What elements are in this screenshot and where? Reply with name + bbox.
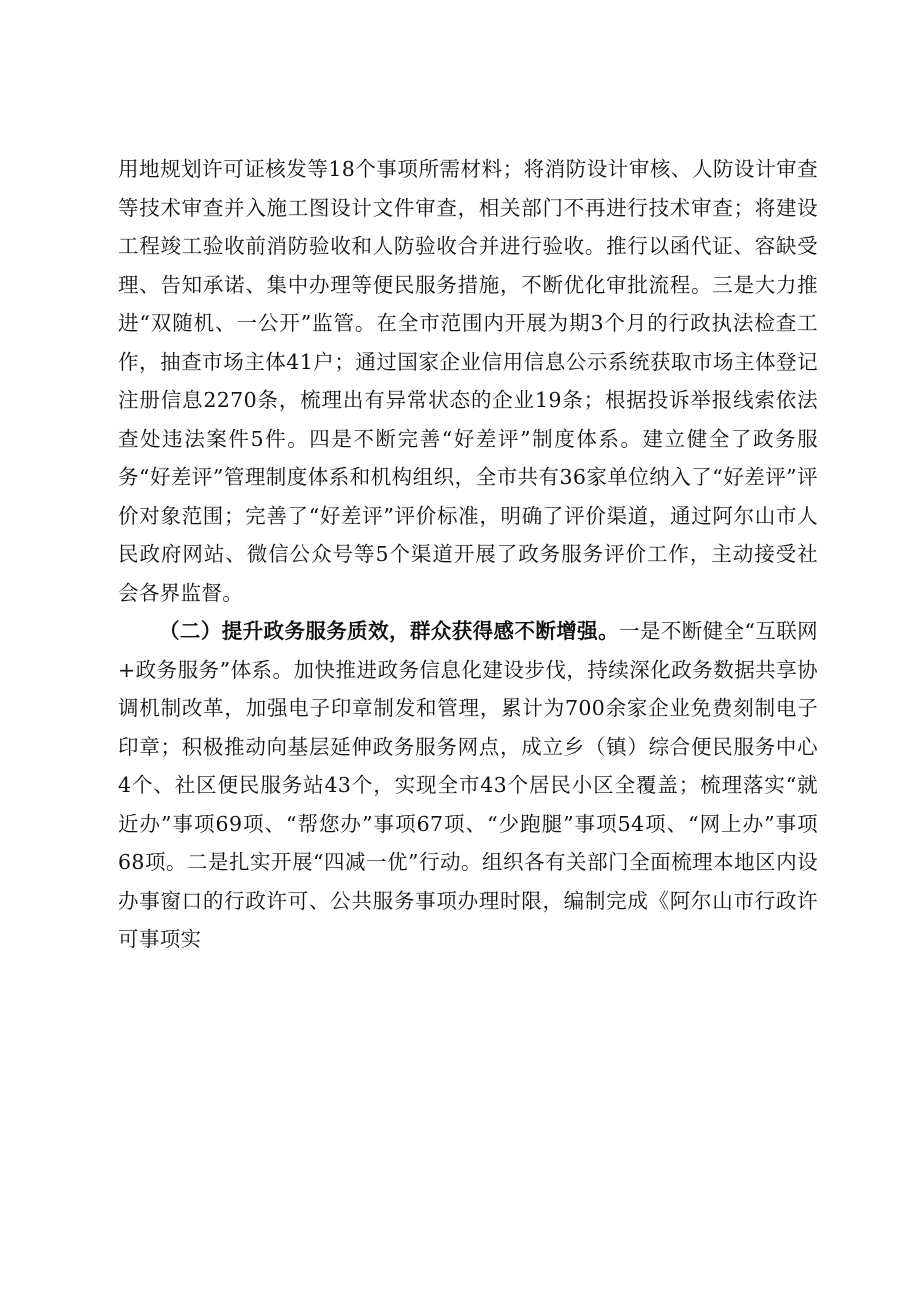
document-body bbox=[118, 150, 818, 959]
paragraph-text: 用地规划许可证核发等18个事项所需材料；将消防设计审核、人防设计审查等技术审查并入施工图设计文件审查，相关部门不再进行技术审查；将建设工程竣工验收前消防验收和人防验收合并进行验收。推行以函代证、容缺受理、告知承诺、集中办理等便民服务措施，不断优化审批流程。三是大力推进“双随机、一公开”监管。在全市范围内开展为期3个月的行政执法检查工作，抽查市场主体41户；通过国家企业信用信息公示系统获取市场主体登记注册信息2270条，梳理出有异常状态的企业19条；根据投诉举报线索依法查处违法案件5件。四是不断完善“好差评”制度体系。建立健全了政务服务“好差评”管理制度体系和机构组织，全市共有36家单位纳入了“好差评”评价对象范围；完善了“好差评”评价标准，明确了评价渠道，通过阿尔山市人民政府网站、微信公众号等5个渠道开展了政务服务评价工作，主动接受社会各界监督。 bbox=[118, 157, 818, 605]
paragraph-continuation bbox=[118, 150, 818, 612]
paragraph-text: 一是不断健全“互联网+政务服务”体系。加快推进政务信息化建设步伐，持续深化政务数据共享协调机制改革，加强电子印章制发和管理，累计为700余家企业免费刻制电子印章；积极推动向基层延伸政务服务网点，成立乡（镇）综合便民服务中心4个、社区便民服务站43个，实现全市43个居民小区全覆盖；梳理落实“就近办”事项69项、“帮您办”事项67项、“少跑腿”事项54项、“网上办”事项68项。二是扎实开展“四减一优”行动。组织各有关部门全面梳理本地区内设办事窗口的行政许可、公共服务事项办理时限，编制完成《阿尔山市行政许可事项实 bbox=[118, 619, 819, 951]
paragraph-section-2 bbox=[118, 612, 818, 959]
section-heading: （二）提升政务服务质效，群众获得感不断增强。 bbox=[159, 619, 619, 643]
